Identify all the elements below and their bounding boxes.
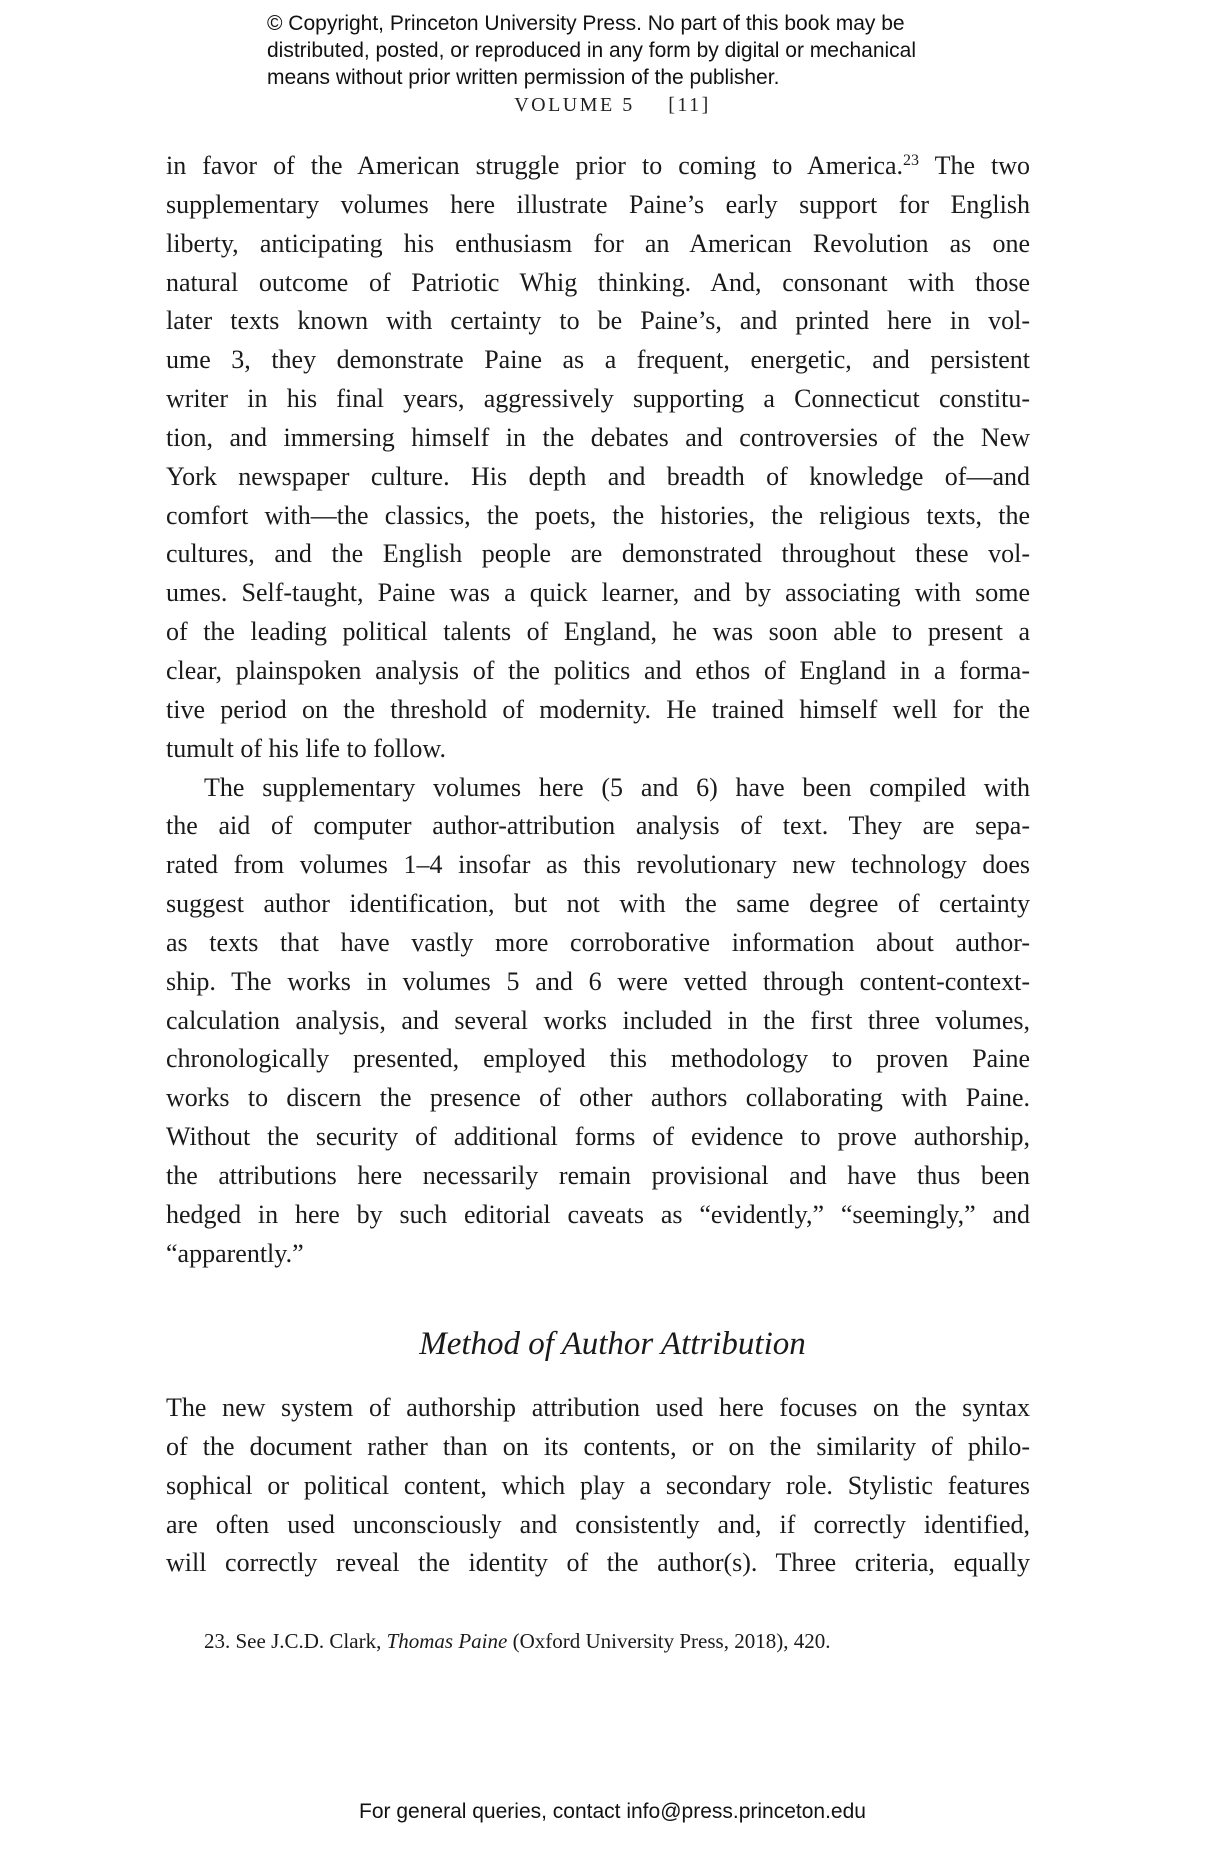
- footnote: [204, 1629, 830, 1654]
- text-line: the attributions here necessarily remain provisional and have thus been: [166, 1160, 1030, 1190]
- paragraph-3: [166, 1389, 1030, 1583]
- copyright-line: distributed, posted, or reproduced in any form by digital or mechanical: [267, 39, 917, 62]
- text-line: are often used unconsciously and consistently and, if correctly identified,: [166, 1509, 1030, 1539]
- text-line: tive period on the threshold of modernity. He trained himself well for the: [166, 694, 1030, 724]
- copyright-notice: [267, 10, 1027, 91]
- main-text-block: [166, 147, 1030, 1273]
- text-line: later texts known with certainty to be Paine’s, and printed here in vol-: [166, 306, 1030, 336]
- text-line: natural outcome of Patriotic Whig thinking. And, consonant with those: [166, 267, 1030, 297]
- text-line: chronologically presented, employed this methodology to proven Paine: [166, 1044, 1030, 1074]
- text-line: of the document rather than on its contents, or on the similarity of philo-: [166, 1431, 1030, 1461]
- text-line: York newspaper culture. His depth and breadth of knowledge of—and: [166, 461, 1030, 491]
- text-line: rated from volumes 1–4 insofar as this revolutionary new technology does: [166, 850, 1030, 880]
- footnote-suffix: (Oxford University Press, 2018), 420.: [507, 1629, 831, 1653]
- running-head-volume: VOLUME 5: [514, 94, 635, 116]
- paragraph-1: [166, 147, 1030, 769]
- footnote-reference[interactable]: 23: [903, 152, 920, 169]
- text-line: as texts that have vastly more corroborative information about author-: [166, 927, 1030, 957]
- text-line: ship. The works in volumes 5 and 6 were vetted through content-context-: [166, 966, 1030, 996]
- text-segment: The two: [919, 151, 1031, 180]
- text-line: sophical or political content, which play a secondary role. Stylistic features: [166, 1470, 1030, 1500]
- text-line: tion, and immersing himself in the debates and controversies of the New: [166, 422, 1030, 452]
- running-head: [0, 94, 1225, 117]
- text-segment: in favor of the American struggle prior to coming to America.: [166, 151, 904, 180]
- text-line: suggest author identification, but not with the same degree of certainty: [166, 889, 1030, 919]
- footer-contact: For general queries, contact info@press.princeton.edu: [359, 1800, 866, 1823]
- text-line: clear, plainspoken analysis of the politics and ethos of England in a forma-: [166, 655, 1030, 685]
- text-line: ume 3, they demonstrate Paine as a frequent, energetic, and persistent: [166, 345, 1030, 375]
- text-line: will correctly reveal the identity of the author(s). Three criteria, equally: [166, 1548, 1030, 1578]
- footnote-book-title: Thomas Paine: [386, 1629, 508, 1653]
- running-head-page-number: [11]: [668, 94, 711, 116]
- footnote-prefix: 23. See J.C.D. Clark,: [204, 1629, 387, 1653]
- text-line: The supplementary volumes here (5 and 6) have been compiled with: [204, 772, 1030, 802]
- text-line: tumult of his life to follow.: [166, 733, 446, 763]
- copyright-line: means without prior written permission of the publisher.: [267, 66, 780, 89]
- text-line: Without the security of additional forms of evidence to prove authorship,: [166, 1122, 1030, 1152]
- text-line: cultures, and the English people are demonstrated throughout these vol-: [166, 539, 1030, 569]
- text-line: umes. Self-taught, Paine was a quick learner, and by associating with some: [166, 578, 1030, 608]
- text-line: hedged in here by such editorial caveats as “evidently,” “seemingly,” and: [166, 1199, 1030, 1229]
- text-line: comfort with—the classics, the poets, the histories, the religious texts, the: [166, 500, 1030, 530]
- text-line: The new system of authorship attribution used here focuses on the syntax: [166, 1393, 1030, 1422]
- text-line: [166, 147, 1030, 186]
- text-line: “apparently.”: [166, 1238, 304, 1268]
- section-heading: Method of Author Attribution: [419, 1326, 806, 1362]
- text-line: the aid of computer author-attribution analysis of text. They are sepa-: [166, 811, 1030, 841]
- copyright-line: © Copyright, Princeton University Press. No part of this book may be: [267, 12, 905, 35]
- text-line: liberty, anticipating his enthusiasm for an American Revolution as one: [166, 228, 1030, 258]
- text-line: of the leading political talents of England, he was soon able to present a: [166, 617, 1030, 647]
- text-line: writer in his final years, aggressively supporting a Connecticut constitu-: [166, 384, 1030, 414]
- text-line: works to discern the presence of other authors collaborating with Paine.: [166, 1083, 1030, 1113]
- text-line: calculation analysis, and several works included in the first three volumes,: [166, 1005, 1030, 1035]
- paragraph-2: [166, 769, 1030, 1274]
- text-line: supplementary volumes here illustrate Paine’s early support for English: [166, 189, 1030, 219]
